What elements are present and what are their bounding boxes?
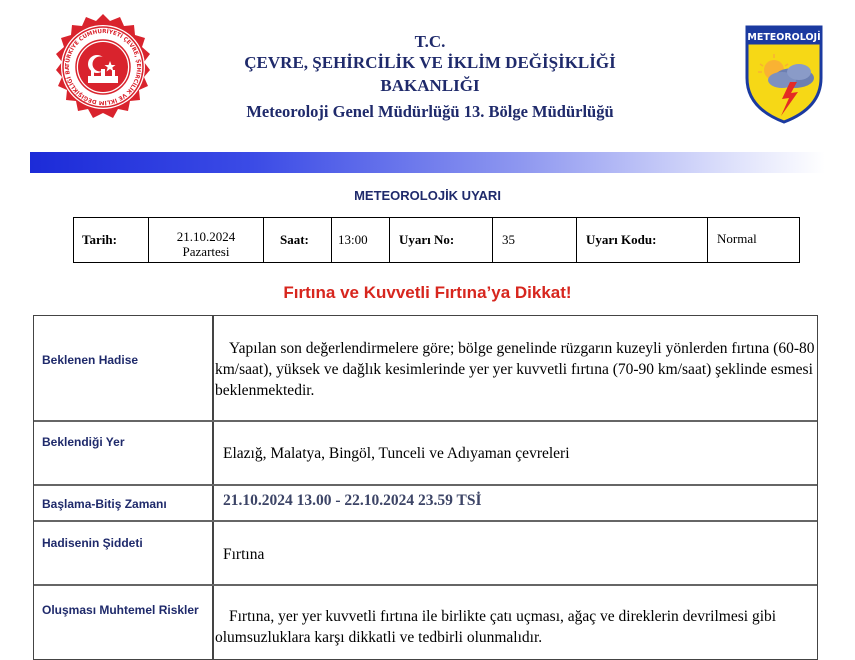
column-divider — [212, 316, 214, 659]
event-label: Beklenen Hadise — [42, 353, 139, 367]
date-label: Tarih: — [74, 218, 149, 262]
time-range-label: Başlama-Bitiş Zamanı — [42, 497, 167, 511]
warning-no-value: 35 — [493, 218, 577, 262]
warning-title: Fırtına ve Kuvvetli Fırtına’ya Dikkat! — [283, 283, 572, 302]
document-title: METEOROLOJİK UYARI — [354, 188, 501, 203]
date-cell — [149, 218, 264, 262]
header-ministry-line2: BAKANLIĞI — [380, 76, 480, 95]
meteoroloji-logo — [744, 24, 824, 124]
warning-details-table — [33, 315, 818, 660]
logo-text: METEOROLOJİ — [747, 32, 821, 43]
ministry-seal-logo — [48, 12, 158, 122]
severity-label: Hadisenin Şiddeti — [42, 536, 143, 550]
time-label: Saat: — [264, 218, 332, 262]
info-table — [73, 217, 800, 263]
header-gradient-band — [30, 152, 825, 173]
warning-code-value: Normal — [717, 231, 757, 246]
date-value: 21.10.2024 — [176, 229, 236, 244]
time-range-value: 21.10.2024 13.00 - 22.10.2024 23.59 TSİ — [223, 492, 482, 509]
warning-code-label: Uyarı Kodu: — [577, 218, 708, 262]
row-divider — [34, 484, 817, 486]
seal-text: TÜRKİYE CUMHURİYETİ ÇEVRE, ŞEHİRCİLİK VE İKLİM DEĞİŞİKLİĞİ BA — [64, 28, 142, 106]
risks-label: Oluşması Muhtemel Riskler — [42, 603, 199, 617]
warning-no-label: Uyarı No: — [390, 218, 493, 262]
day-value: Pazartesi — [182, 244, 230, 259]
severity-value: Fırtına — [223, 546, 265, 563]
header-tc: T.C. — [414, 32, 446, 51]
row-divider — [34, 584, 817, 586]
header-ministry-line1: ÇEVRE, ŞEHİRCİLİK VE İKLİM DEĞİŞİKLİĞİ — [244, 53, 616, 72]
row-divider — [34, 520, 817, 522]
event-value: Yapılan son değerlendirmelere göre; bölge genelinde rüzgarın kuzeyli yönlerden fırtına (60-80 km/saat), yüksek ve dağlık kesimlerinde yer yer kuvvetli fırtına (70-90 km/saat) şeklinde esmesi beklenmektedir. — [215, 340, 815, 399]
location-value: Elazığ, Malatya, Bingöl, Tunceli ve Adıyaman çevreleri — [223, 445, 570, 462]
risks-value: Fırtına, yer yer kuvvetli fırtına ile birlikte çatı uçması, ağaç ve direklerin devrilmesi gibi olumsuzluklara karşı dikkatli ve tedbirli olunmalıdır. — [215, 608, 777, 646]
location-label: Beklendiği Yer — [42, 435, 125, 449]
time-value: 13:00 — [332, 218, 390, 262]
row-divider — [34, 420, 817, 422]
header-directorate: Meteoroloji Genel Müdürlüğü 13. Bölge Müdürlüğü — [246, 102, 614, 121]
